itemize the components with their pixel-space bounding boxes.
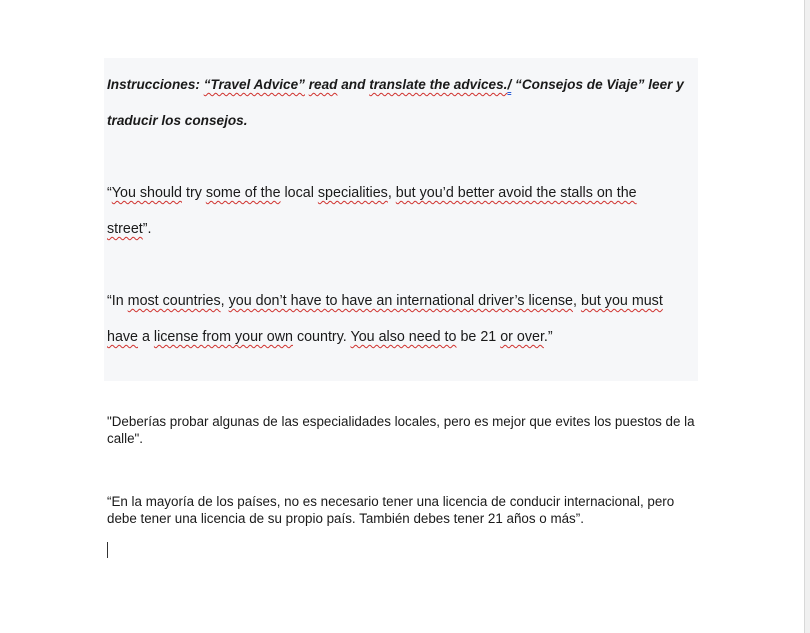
advice-1-segment: try (182, 185, 206, 201)
advice-2-segment: be 21 (456, 329, 501, 345)
advice-2-line-1[interactable] (107, 292, 663, 310)
word-read: read (308, 77, 338, 92)
advice-1-segment: some of the (205, 185, 281, 201)
advice-2-segment: “In (107, 293, 128, 309)
advice-2-segment: but you must (580, 293, 663, 309)
advice-2-segment: license from your own (153, 329, 293, 345)
advice-1-segment: specialities (317, 185, 388, 201)
translate-phrase: translate the advices. (369, 77, 508, 92)
translation-2-line-2[interactable]: debe tener una licencia de su propio país. También debes tener 21 años o más”. (107, 511, 584, 526)
slash-separator: / (507, 77, 512, 92)
advice-1-segment: You should (111, 185, 182, 201)
word-and: and (337, 77, 370, 92)
advice-2-segment: most countries (127, 293, 221, 309)
translation-2-line-1[interactable]: “En la mayoría de los países, no es necesario tener una licencia de conducir internacional, pero (107, 494, 675, 509)
advice-2-segment: have (107, 329, 139, 345)
instructions-label: Instrucciones: (107, 77, 204, 92)
advice-1-segment: ”. (142, 221, 152, 237)
translation-1-line-1[interactable]: "Deberías probar algunas de las especialidades locales, pero es mejor que evites los puestos de la (107, 414, 695, 429)
advice-1-line-1[interactable] (107, 184, 637, 202)
advice-2-segment: , (220, 293, 229, 309)
advice-1-segment: street (107, 221, 143, 237)
page-edge (804, 0, 810, 633)
advice-1-segment: local (280, 185, 318, 201)
advice-2-segment: or over (500, 329, 544, 345)
advice-1-segment: , (387, 185, 396, 201)
advice-2-line-2[interactable] (107, 328, 553, 346)
instructions-line-2[interactable]: traducir los consejos. (107, 113, 248, 128)
advice-2-segment: You also need to (350, 329, 457, 345)
quote-open: “ (107, 185, 112, 201)
translation-1-line-2[interactable]: calle". (107, 431, 144, 446)
text-cursor (107, 542, 108, 558)
advice-2-segment: , (573, 293, 581, 309)
advice-2-segment: .” (543, 329, 553, 345)
instructions-line-1[interactable] (107, 76, 684, 94)
advice-2-segment: you don’t have to have an international driver’s license (228, 293, 573, 309)
advice-1-segment: but you’d better avoid the stalls on the (395, 185, 637, 201)
advice-1-line-2[interactable] (107, 220, 152, 238)
consejos-title: “Consejos de Viaje” leer y (511, 77, 684, 92)
travel-advice-title: “Travel Advice” (203, 77, 305, 92)
advice-2-segment: country. (292, 329, 351, 345)
advice-2-segment: a (138, 329, 154, 345)
